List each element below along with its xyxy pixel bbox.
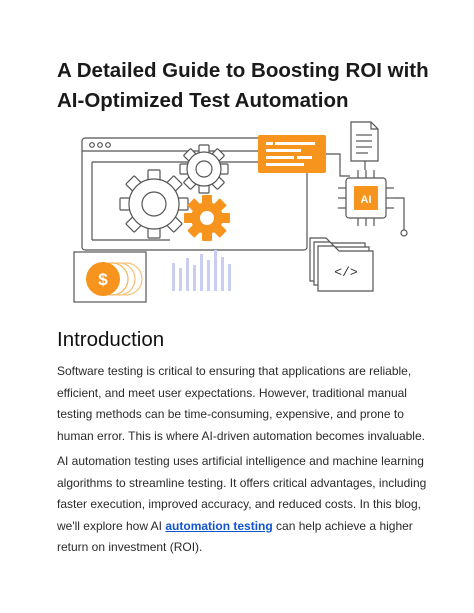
small-gear-icon	[180, 145, 228, 193]
intro-paragraph-1: Software testing is critical to ensuring that applications are reliable, efficient, and meet user expectations. However, traditional manual testing methods can be time-consuming, expensive, and prone to human error. This is where AI-driven automation becomes invaluable.	[57, 364, 425, 443]
folder-code-icon	[310, 238, 373, 291]
ai-chip-icon	[338, 170, 407, 236]
dollar-symbol: $	[98, 270, 108, 289]
chip-label: AI	[360, 194, 372, 206]
paragraph-text: AI automation testing uses artificial intelligence and machine learning algorithms to streamline testing. It offers critical advantages, including faster execution, improved accuracy, and reduced costs. In this blog, we'll explore how AI	[57, 454, 427, 533]
code-symbol: </>	[334, 265, 358, 280]
hero-illustration	[70, 118, 415, 318]
automation-testing-link[interactable]: automation testing	[165, 518, 273, 533]
dollar-coin-icon	[74, 252, 146, 302]
orange-gear-icon	[184, 195, 230, 241]
intro-paragraph-2	[57, 451, 427, 559]
bar-chart-icon	[172, 250, 231, 291]
section-heading: Introduction	[57, 328, 165, 351]
code-panel-icon	[258, 135, 350, 176]
paragraph-text: can help achieve a higher return on investment (ROI).	[57, 518, 413, 554]
document-icon	[351, 122, 378, 170]
page-title: A Detailed Guide to Boosting ROI with AI-Optimized Test Automation	[57, 59, 429, 112]
gear-icon	[120, 170, 188, 238]
